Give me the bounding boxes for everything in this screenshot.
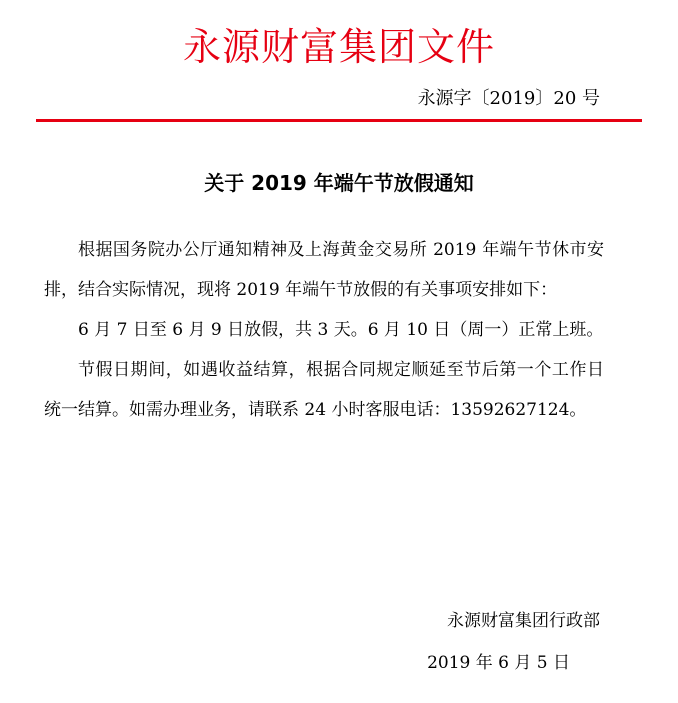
notice-body xyxy=(44,230,604,430)
body-paragraph: 节假日期间，如遇收益结算，根据合同规定顺延至节后第一个工作日统一结算。如需办理业务，请联系 24 小时客服电话：13592627124。 xyxy=(44,360,604,420)
signature-date: 2019 年 6 月 5 日 xyxy=(427,653,570,673)
header-divider xyxy=(36,119,642,122)
notice-title: 关于 2019 年端午节放假通知 xyxy=(204,171,474,195)
signature-department: 永源财富集团行政部 xyxy=(447,611,600,631)
document-header-title: 永源财富集团文件 xyxy=(182,25,495,69)
document-number: 永源字〔2019〕20 号 xyxy=(417,88,600,109)
body-paragraph: 6 月 7 日至 6 月 9 日放假，共 3 天。6 月 10 日（周一）正常上班。 xyxy=(78,320,604,340)
body-paragraph: 根据国务院办公厅通知精神及上海黄金交易所 2019 年端午节休市安排，结合实际情况，现将 2019 年端午节放假的有关事项安排如下： xyxy=(44,240,604,300)
